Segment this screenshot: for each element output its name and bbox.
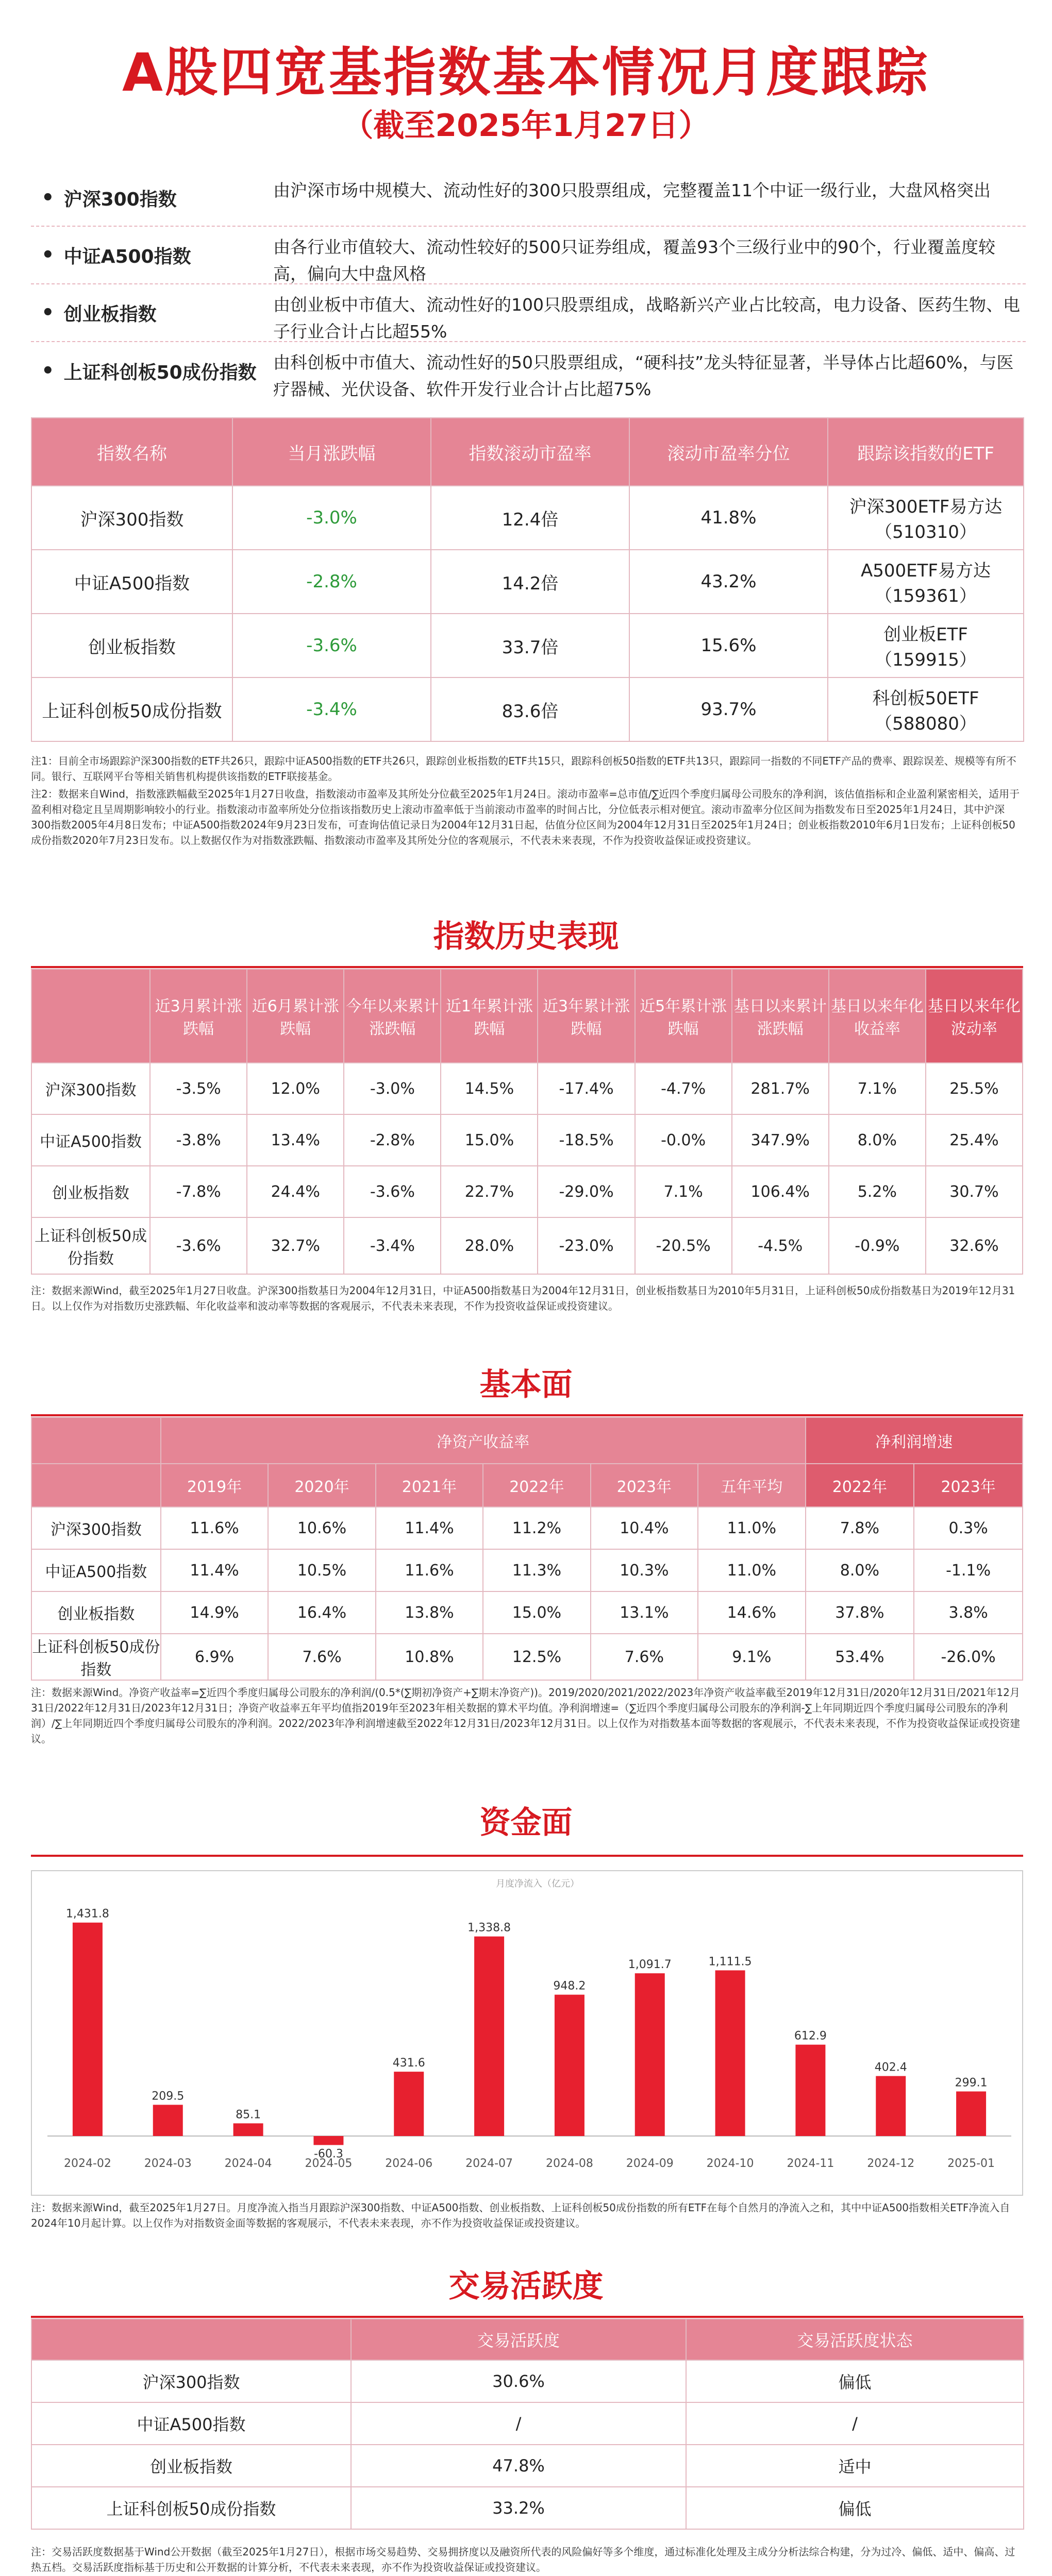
bar-2024-03 xyxy=(153,2105,183,2136)
header-cell: 交易活跃度状态 xyxy=(686,2319,1024,2360)
etf-name: 创业板ETF xyxy=(883,624,968,645)
data-label-2024-10: 1,111.5 xyxy=(708,1955,752,1969)
header-cell-empty xyxy=(31,1464,161,1507)
index-name-cell: 沪深300指数 xyxy=(31,2360,351,2402)
status-cell: 偏低 xyxy=(686,2360,1024,2402)
monthly-change-cell: -3.6% xyxy=(232,614,431,677)
value-cell: -0.0% xyxy=(635,1114,732,1166)
value-cell: 11.3% xyxy=(483,1549,590,1591)
intro-desc: 由科创板中市值大、流动性好的50只股票组成，“硬科技”龙头特征显著，半导体占比超60%，与医疗器械、光伏设备、软件开发行业合计占比超75% xyxy=(273,352,1014,399)
index-name-cell: 中证A500指数 xyxy=(31,2402,351,2445)
header-cell: 当月涨跌幅 xyxy=(232,418,431,486)
x-tick-label: 2024-02 xyxy=(63,2157,111,2170)
header-cell: 2022年 xyxy=(483,1464,590,1507)
data-label-2024-02: 1,431.8 xyxy=(65,1907,109,1921)
header-cell: 交易活跃度 xyxy=(351,2319,686,2360)
value-cell: -3.8% xyxy=(150,1114,247,1166)
index-name-cell: 上证科创板50成份指数 xyxy=(31,677,232,741)
value-cell: 5.2% xyxy=(829,1166,926,1217)
page-subtitle: （截至2025年1月27日） xyxy=(342,108,710,144)
bar-2025-01 xyxy=(956,2091,986,2136)
header-cell: 指数名称 xyxy=(31,418,232,486)
header-cell: 2022年 xyxy=(806,1464,914,1507)
index-name-cell: 沪深300指数 xyxy=(31,486,232,550)
header-cell: 近3年累计涨跌幅 xyxy=(538,969,634,1063)
value-cell: 47.8% xyxy=(351,2445,686,2487)
header-cell: 近6月累计涨跌幅 xyxy=(247,969,344,1063)
value-cell: -3.5% xyxy=(150,1063,247,1114)
header-group-roe: 净资产收益率 xyxy=(161,1417,806,1464)
status-cell: / xyxy=(686,2402,1024,2445)
chart-bars xyxy=(64,1908,995,2170)
value-cell: 15.0% xyxy=(441,1114,538,1166)
pe-cell: 14.2倍 xyxy=(431,550,629,614)
status-cell: 偏低 xyxy=(686,2487,1024,2529)
table-row xyxy=(31,1591,1023,1634)
etf-name: 科创板50ETF xyxy=(872,688,979,709)
status-cell: 适中 xyxy=(686,2445,1024,2487)
value-cell: 8.0% xyxy=(806,1549,914,1591)
fund-flow-chart-box xyxy=(31,1870,1023,2196)
monthly-change-cell: -2.8% xyxy=(232,550,431,614)
value-cell: 14.9% xyxy=(161,1591,268,1634)
table-row xyxy=(31,677,1024,741)
value-cell: 24.4% xyxy=(247,1166,344,1217)
value-cell: -2.8% xyxy=(344,1114,441,1166)
table-row xyxy=(31,1166,1023,1217)
value-cell: 11.4% xyxy=(376,1507,483,1549)
pe-percentile-cell: 15.6% xyxy=(629,614,828,677)
table2-note: 注：数据来源Wind，截至2025年1月27日收盘。沪深300指数基日为2004年12月31日，中证A500指数基日为2004年12月31日，创业板指数基日为2010年5月31日，上证科创板50成份指数基日为2019年12月31日。以上仅作为对指数历史涨跌幅、年化收益率和波动率等数据的客观展示，不代表未来表现，不作为投资收益保证或投资建议。 xyxy=(31,1284,1015,1312)
table-row xyxy=(31,1634,1023,1680)
section-divider xyxy=(31,1414,1023,1416)
table-row xyxy=(31,1549,1023,1591)
etf-code: （159361） xyxy=(875,586,977,606)
x-tick-label: 2024-06 xyxy=(385,2157,433,2170)
value-cell: 32.7% xyxy=(247,1217,344,1274)
value-cell: -29.0% xyxy=(538,1166,634,1217)
index-name-cell: 创业板指数 xyxy=(31,1166,150,1217)
x-tick-label: 2024-03 xyxy=(144,2157,192,2170)
value-cell: 10.6% xyxy=(268,1507,375,1549)
value-cell: -26.0% xyxy=(914,1634,1023,1680)
header-cell: 今年以来累计涨跌幅 xyxy=(344,969,441,1063)
intro-name: • 中证A500指数 xyxy=(41,243,191,267)
value-cell: 11.0% xyxy=(698,1549,805,1591)
monthly-change-cell: -3.4% xyxy=(232,677,431,741)
value-cell: 11.0% xyxy=(698,1507,805,1549)
table-header-row xyxy=(31,1464,1023,1507)
index-name-cell: 创业板指数 xyxy=(31,1591,161,1634)
index-name-cell: 创业板指数 xyxy=(31,2445,351,2487)
bar-2024-06 xyxy=(394,2072,424,2136)
header-cell xyxy=(31,969,150,1063)
table-row xyxy=(31,614,1024,677)
intro-desc: 由沪深市场中规模大、流动性好的300只股票组成，完整覆盖11个中证一级行业，大盘风格突出 xyxy=(273,180,991,200)
value-cell: 25.5% xyxy=(926,1063,1023,1114)
header-cell: 2021年 xyxy=(376,1464,483,1507)
value-cell: 7.1% xyxy=(829,1063,926,1114)
section-divider xyxy=(31,2316,1023,2318)
pe-percentile-cell: 93.7% xyxy=(629,677,828,741)
pe-cell: 12.4倍 xyxy=(431,486,629,550)
index-intro-list xyxy=(31,170,1026,400)
data-label-2025-01: 299.1 xyxy=(955,2076,988,2090)
index-name-cell: 中证A500指数 xyxy=(31,1549,161,1591)
value-cell: 11.6% xyxy=(376,1549,483,1591)
table-row xyxy=(31,2445,1024,2487)
intro-desc: 由创业板中市值大、流动性好的100只股票组成，战略新兴产业占比较高，电力设备、医药生物、电子行业合计占比超55% xyxy=(273,295,1020,342)
bar-2024-11 xyxy=(795,2045,825,2136)
etf-cell xyxy=(828,486,1024,550)
value-cell: 14.6% xyxy=(698,1591,805,1634)
section-divider xyxy=(31,1855,1023,1857)
value-cell: -7.8% xyxy=(150,1166,247,1217)
value-cell: -17.4% xyxy=(538,1063,634,1114)
section-title-fundamental: 基本面 xyxy=(479,1367,573,1403)
intro-name: • 沪深300指数 xyxy=(41,186,177,210)
value-cell: 10.3% xyxy=(591,1549,698,1591)
bar-2024-12 xyxy=(876,2076,906,2136)
table-row xyxy=(31,1217,1023,1274)
value-cell: 12.0% xyxy=(247,1063,344,1114)
value-cell: -20.5% xyxy=(635,1217,732,1274)
activity-table xyxy=(31,2318,1024,2530)
table-row xyxy=(31,1063,1023,1114)
overview-table xyxy=(31,417,1024,742)
value-cell: 7.6% xyxy=(591,1634,698,1680)
x-tick-label: 2024-04 xyxy=(224,2157,272,2170)
data-label-2024-11: 612.9 xyxy=(794,2029,827,2043)
etf-cell xyxy=(828,614,1024,677)
table1-note-1: 注1：目前全市场跟踪沪深300指数的ETF共26只，跟踪中证A500指数的ETF共26只，跟踪创业板指数的ETF共15只，跟踪科创板50指数的ETF共13只，跟踪同一指数的不同ETF产品的费率、跟踪误差、规模等有所不同。银行、互联网平台等相关销售机构提供该指数的ETF联接基金。 xyxy=(31,755,1016,783)
table1-note-2: 注2：数据来自Wind，指数涨跌幅截至2025年1月27日收盘，指数滚动市盈率及其所处分位截至2025年1月24日。滚动市盈率=总市值/∑近四个季度归属母公司股东的净利润，该估值指标和企业盈利紧密相关，适用于盈利相对稳定且呈周期影响较小的行业。指数滚动市盈率所处分位指该指数历史上滚动市盈率低于当前滚动市盈率的时间占比，分位低表示相对便宜。滚动市盈率分位区间为指数发布日至2025年1月24日，其中沪深300指数2005年4月8日发布；中证A500指数2024年9月23日发布，可查询估值记录日为2004年12月31日起，估值分位区间为2004年12月31日至2025年1月24日；创业板指数2010年6月1日发布；上证科创板50成份指数2020年7月23日发布。以上数据仅作为对指数涨跌幅、指数滚动市盈率及其所处分位的客观展示，不代表未来表现，不作为投资收益保证或投资建议。 xyxy=(31,788,1020,846)
data-label-2024-04: 85.1 xyxy=(236,2108,261,2122)
x-tick-label: 2024-07 xyxy=(465,2157,513,2170)
header-cell: 2019年 xyxy=(161,1464,268,1507)
value-cell: 13.1% xyxy=(591,1591,698,1634)
bar-2024-05 xyxy=(313,2136,343,2145)
intro-desc: 由各行业市值较大、流动性较好的500只证券组成，覆盖93个三级行业中的90个，行业覆盖度较高，偏向大中盘风格 xyxy=(273,237,995,284)
value-cell: 13.8% xyxy=(376,1591,483,1634)
data-label-2024-09: 1,091.7 xyxy=(628,1958,672,1972)
section-title-history: 指数历史表现 xyxy=(433,919,619,955)
index-name-cell: 中证A500指数 xyxy=(31,1114,150,1166)
data-label-2024-06: 431.6 xyxy=(392,2057,425,2070)
intro-row xyxy=(31,170,1026,227)
value-cell: 106.4% xyxy=(732,1166,829,1217)
header-cell: 跟踪该指数的ETF xyxy=(828,418,1024,486)
x-tick-label: 2024-09 xyxy=(626,2157,674,2170)
fund-note: 注：数据来源Wind，截至2025年1月27日。月度净流入指当月跟踪沪深300指数、中证A500指数、创业板指数、上证科创板50成份指数的所有ETF在每个自然月的净流入之和，其中中证A500指数相关ETF净流入自2024年10月起计算。以上仅作为对指数资金面等数据的客观展示，不代表未来表现，亦不作为投资收益保证或投资建议。 xyxy=(31,2201,1010,2229)
value-cell: 10.4% xyxy=(591,1507,698,1549)
etf-code: （159915） xyxy=(875,650,977,670)
table-header-row xyxy=(31,969,1023,1063)
header-cell: 近3月累计涨跌幅 xyxy=(150,969,247,1063)
value-cell: 11.4% xyxy=(161,1549,268,1591)
etf-code: （510310） xyxy=(875,522,977,543)
value-cell: -0.9% xyxy=(829,1217,926,1274)
history-table xyxy=(31,969,1023,1275)
x-tick-label: 2024-11 xyxy=(787,2157,834,2170)
intro-row xyxy=(31,342,1026,400)
table4-note: 注：交易活跃度数据基于Wind公开数据（截至2025年1月27日），根据市场交易趋势、交易拥挤度以及融资所代表的风险偏好等多个维度，通过标准化处理及主成分分析法综合构建，分为过冷、偏低、适中、偏高、过热五档。交易活跃度指标基于历史和公开数据的计算分析，不代表未来表现，亦不作为投资收益保证或投资建议。 xyxy=(31,2546,1015,2573)
header-cell: 2020年 xyxy=(268,1464,375,1507)
table-header-row xyxy=(31,418,1024,486)
etf-cell xyxy=(828,677,1024,741)
etf-name: 沪深300ETF易方达 xyxy=(849,497,1003,517)
header-cell: 2023年 xyxy=(591,1464,698,1507)
value-cell: 22.7% xyxy=(441,1166,538,1217)
intro-name: • 上证科创板50成份指数 xyxy=(41,359,257,383)
bar-2024-07 xyxy=(474,1937,504,2136)
value-cell: 13.4% xyxy=(247,1114,344,1166)
fund-flow-chart xyxy=(32,1871,1022,2195)
header-cell: 五年平均 xyxy=(698,1464,805,1507)
value-cell: -3.0% xyxy=(344,1063,441,1114)
intro-name: • 创业板指数 xyxy=(41,301,157,325)
section-divider xyxy=(31,966,1023,968)
value-cell: -3.4% xyxy=(344,1217,441,1274)
value-cell: 6.9% xyxy=(161,1634,268,1680)
index-name-cell: 沪深300指数 xyxy=(31,1063,150,1114)
data-label-2024-03: 209.5 xyxy=(152,2090,185,2103)
etf-cell xyxy=(828,550,1024,614)
table-row xyxy=(31,2402,1024,2445)
value-cell: 7.8% xyxy=(806,1507,914,1549)
value-cell: 347.9% xyxy=(732,1114,829,1166)
header-group-profit-growth: 净利润增速 xyxy=(806,1417,1023,1464)
pe-percentile-cell: 43.2% xyxy=(629,550,828,614)
value-cell: -4.7% xyxy=(635,1063,732,1114)
value-cell: 37.8% xyxy=(806,1591,914,1634)
chart-title: 月度净流入（亿元） xyxy=(496,1878,579,1889)
page-title: A股四宽基指数基本情况月度跟踪 xyxy=(122,42,930,104)
value-cell: -18.5% xyxy=(538,1114,634,1166)
value-cell: 12.5% xyxy=(483,1634,590,1680)
value-cell: 7.6% xyxy=(268,1634,375,1680)
value-cell: 11.6% xyxy=(161,1507,268,1549)
bar-2024-08 xyxy=(555,1995,585,2136)
data-label-2024-05: -60.3 xyxy=(313,2147,343,2161)
x-tick-label: 2024-08 xyxy=(545,2157,593,2170)
table-row xyxy=(31,1114,1023,1166)
bar-2024-04 xyxy=(233,2123,263,2136)
header-cell: 滚动市盈率分位 xyxy=(629,418,828,486)
monthly-change-cell: -3.0% xyxy=(232,486,431,550)
value-cell: 53.4% xyxy=(806,1634,914,1680)
x-tick-label: 2024-10 xyxy=(706,2157,754,2170)
index-name-cell: 创业板指数 xyxy=(31,614,232,677)
value-cell: 3.8% xyxy=(914,1591,1023,1634)
table-header-row xyxy=(31,2319,1024,2360)
header-cell: 2023年 xyxy=(914,1464,1023,1507)
value-cell: 9.1% xyxy=(698,1634,805,1680)
etf-code: （588080） xyxy=(875,714,977,734)
table-row xyxy=(31,1507,1023,1549)
header-cell-empty xyxy=(31,2319,351,2360)
value-cell: 30.6% xyxy=(351,2360,686,2402)
pe-percentile-cell: 41.8% xyxy=(629,486,828,550)
value-cell: -1.1% xyxy=(914,1549,1023,1591)
x-tick-label: 2024-12 xyxy=(867,2157,915,2170)
table-row xyxy=(31,2360,1024,2402)
bar-2024-09 xyxy=(635,1973,665,2136)
value-cell: -23.0% xyxy=(538,1217,634,1274)
x-tick-label: 2025-01 xyxy=(947,2157,995,2170)
bar-2024-02 xyxy=(73,1923,103,2136)
header-cell: 指数滚动市盈率 xyxy=(431,418,629,486)
header-cell: 基日以来年化波动率 xyxy=(926,969,1023,1063)
value-cell: 11.2% xyxy=(483,1507,590,1549)
value-cell: 7.1% xyxy=(635,1166,732,1217)
x-tick-label: 2024-05 xyxy=(305,2157,353,2170)
value-cell: 15.0% xyxy=(483,1591,590,1634)
etf-name: A500ETF易方达 xyxy=(861,561,991,581)
value-cell: 10.8% xyxy=(376,1634,483,1680)
value-cell: 30.7% xyxy=(926,1166,1023,1217)
intro-row xyxy=(31,284,1026,342)
table-row xyxy=(31,2487,1024,2529)
value-cell: 14.5% xyxy=(441,1063,538,1114)
header-cell: 近1年累计涨跌幅 xyxy=(441,969,538,1063)
pe-cell: 83.6倍 xyxy=(431,677,629,741)
value-cell: 32.6% xyxy=(926,1217,1023,1274)
value-cell: -3.6% xyxy=(344,1166,441,1217)
table3-note: 注：数据来源Wind。净资产收益率=∑近四个季度归属母公司股东的净利润/(0.5*(∑期初净资产+∑期末净资产))。2019/2020/2021/2022/2023年净资产收益率截至2019年12月31日/2020年12月31日/2021年12月31日/2022年12月31日/2023年12月31日；净资产收益率五年平均值指2019年至2023年相关数据的算术平均值。净利润增速=（∑近四个季度归属母公司股东的净利润-∑上年同期近四个季度归属母公司股东的净利润）/∑上年同期近四个季度归属母公司股东的净利润。2022/2023年净利润增速截至2022年12月31日/2023年12月31日。以上仅作为对指数基本面等数据的客观展示，不代表未来表现，不作为投资收益保证或投资建议。 xyxy=(31,1686,1021,1745)
value-cell: 10.5% xyxy=(268,1549,375,1591)
value-cell: -3.6% xyxy=(150,1217,247,1274)
pe-cell: 33.7倍 xyxy=(431,614,629,677)
data-label-2024-12: 402.4 xyxy=(874,2061,907,2074)
header-cell: 近5年累计涨跌幅 xyxy=(635,969,732,1063)
value-cell: 28.0% xyxy=(441,1217,538,1274)
intro-row xyxy=(31,227,1026,284)
header-cell: 基日以来年化收益率 xyxy=(829,969,926,1063)
value-cell: 281.7% xyxy=(732,1063,829,1114)
index-name-cell: 沪深300指数 xyxy=(31,1507,161,1549)
value-cell: 8.0% xyxy=(829,1114,926,1166)
index-name-cell: 上证科创板50成份指数 xyxy=(31,2487,351,2529)
section-title-fund: 资金面 xyxy=(479,1805,573,1841)
table-header-row xyxy=(31,1417,1023,1464)
value-cell: 0.3% xyxy=(914,1507,1023,1549)
value-cell: 25.4% xyxy=(926,1114,1023,1166)
value-cell: 16.4% xyxy=(268,1591,375,1634)
header-cell: 基日以来累计涨跌幅 xyxy=(732,969,829,1063)
index-name-cell: 上证科创板50成份指数 xyxy=(31,1217,150,1274)
data-label-2024-08: 948.2 xyxy=(553,1979,586,1993)
index-name-cell: 中证A500指数 xyxy=(31,550,232,614)
index-name-cell: 上证科创板50成份指数 xyxy=(31,1634,161,1680)
table-row xyxy=(31,550,1024,614)
value-cell: / xyxy=(351,2402,686,2445)
data-label-2024-07: 1,338.8 xyxy=(467,1921,511,1935)
table-row xyxy=(31,486,1024,550)
bar-2024-10 xyxy=(715,1970,745,2136)
header-cell-empty xyxy=(31,1417,161,1464)
value-cell: -4.5% xyxy=(732,1217,829,1274)
section-title-activity: 交易活跃度 xyxy=(448,2268,604,2304)
fundamental-table xyxy=(31,1417,1023,1681)
value-cell: 33.2% xyxy=(351,2487,686,2529)
